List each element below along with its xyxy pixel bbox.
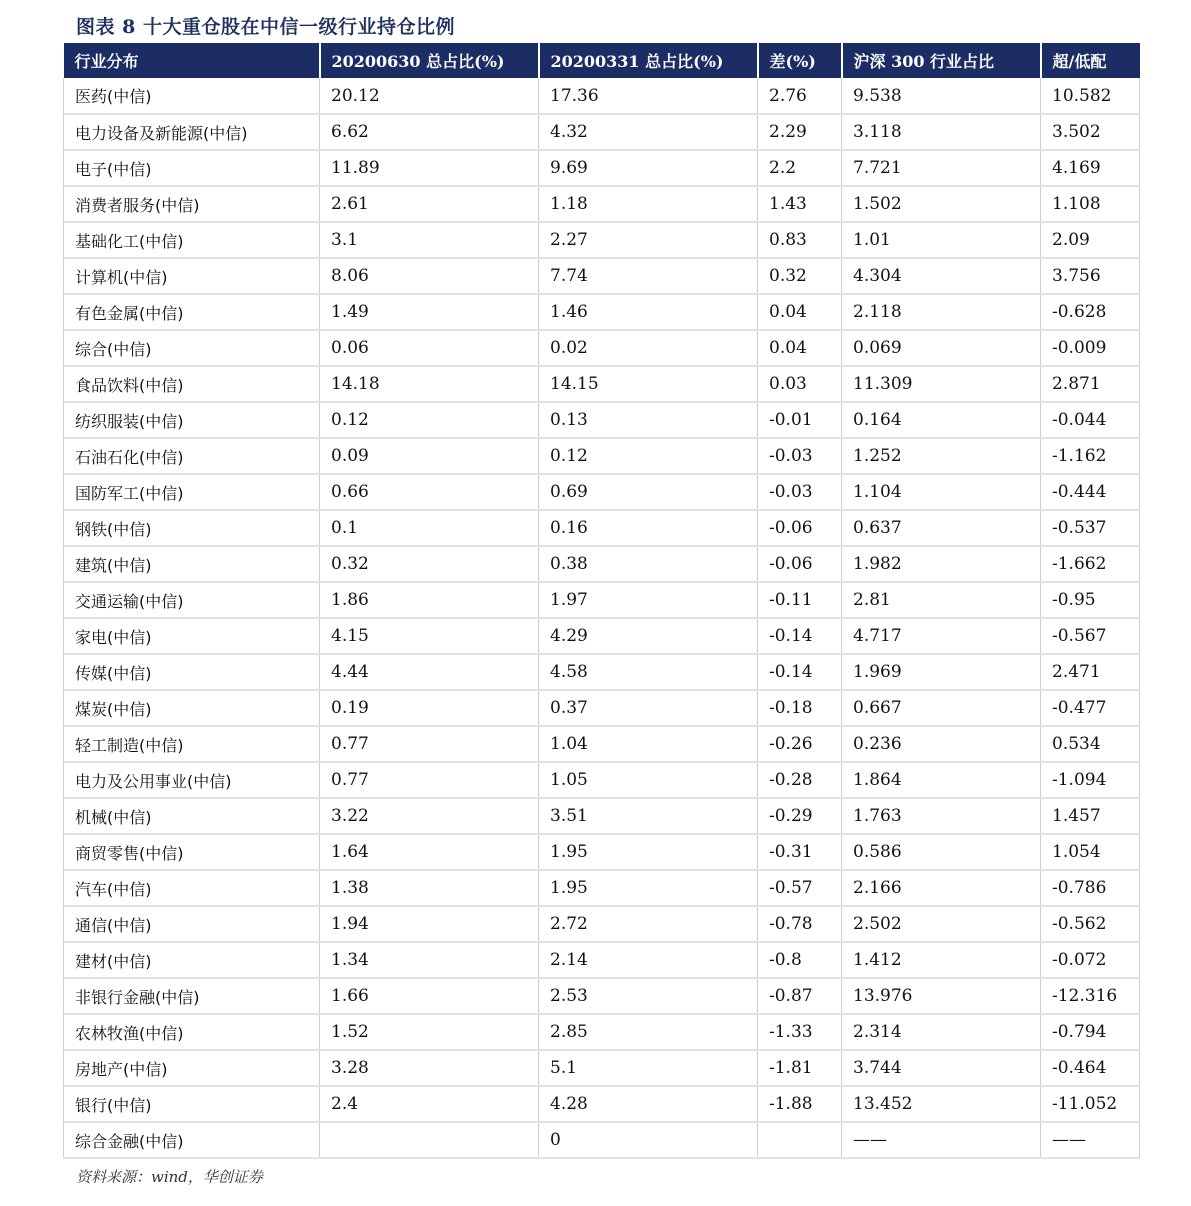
csi300-weight: 4.717 — [842, 618, 1041, 654]
table-row — [64, 438, 1140, 474]
share-20200630: 3.22 — [320, 798, 539, 834]
share-20200630: 3.1 — [320, 222, 539, 258]
share-20200630: 1.34 — [320, 942, 539, 978]
share-20200331: 14.15 — [539, 366, 758, 402]
over-under-value: -0.786 — [1041, 870, 1140, 906]
header-diff: 差(%) — [758, 43, 842, 78]
csi300-weight: 1.502 — [842, 186, 1041, 222]
csi300-weight: 13.976 — [842, 978, 1041, 1014]
industry-name: 建筑(中信) — [64, 546, 320, 582]
table-row — [64, 294, 1140, 330]
diff-value: -0.11 — [758, 582, 842, 618]
share-20200331: 0 — [539, 1122, 758, 1158]
share-20200331: 1.95 — [539, 870, 758, 906]
diff-value: -0.18 — [758, 690, 842, 726]
share-20200630: 1.38 — [320, 870, 539, 906]
share-20200630: 0.66 — [320, 474, 539, 510]
table-row — [64, 474, 1140, 510]
table-row — [64, 834, 1140, 870]
share-20200630: 0.09 — [320, 438, 539, 474]
share-20200630: 1.86 — [320, 582, 539, 618]
over-under-value: -0.044 — [1041, 402, 1140, 438]
table-row — [64, 1086, 1140, 1122]
table-row — [64, 1014, 1140, 1050]
over-under-value: -0.464 — [1041, 1050, 1140, 1086]
diff-value: 1.43 — [758, 186, 842, 222]
industry-name: 家电(中信) — [64, 618, 320, 654]
over-under-value: -11.052 — [1041, 1086, 1140, 1122]
over-under-value: -0.009 — [1041, 330, 1140, 366]
share-20200331: 0.02 — [539, 330, 758, 366]
share-20200630: 2.4 — [320, 1086, 539, 1122]
csi300-weight: 2.118 — [842, 294, 1041, 330]
diff-value: -0.03 — [758, 474, 842, 510]
table-body — [64, 78, 1140, 1158]
header-row — [64, 43, 1140, 78]
over-under-value: 4.169 — [1041, 150, 1140, 186]
industry-name: 商贸零售(中信) — [64, 834, 320, 870]
share-20200331: 5.1 — [539, 1050, 758, 1086]
over-under-value: 0.534 — [1041, 726, 1140, 762]
share-20200630: 0.77 — [320, 726, 539, 762]
csi300-weight: 0.164 — [842, 402, 1041, 438]
share-20200630: 1.52 — [320, 1014, 539, 1050]
csi300-weight: 1.864 — [842, 762, 1041, 798]
diff-value: -0.01 — [758, 402, 842, 438]
csi300-weight: 2.166 — [842, 870, 1041, 906]
diff-value — [758, 1122, 842, 1158]
share-20200630: 11.89 — [320, 150, 539, 186]
over-under-value: 3.756 — [1041, 258, 1140, 294]
table-row — [64, 222, 1140, 258]
csi300-weight: 9.538 — [842, 78, 1041, 114]
table-row — [64, 1122, 1140, 1158]
holdings-table-container — [63, 43, 1139, 1159]
diff-value: 2.29 — [758, 114, 842, 150]
diff-value: -0.57 — [758, 870, 842, 906]
csi300-weight: 1.01 — [842, 222, 1041, 258]
diff-value: 2.76 — [758, 78, 842, 114]
industry-name: 银行(中信) — [64, 1086, 320, 1122]
over-under-value: -0.562 — [1041, 906, 1140, 942]
industry-name: 电力及公用事业(中信) — [64, 762, 320, 798]
share-20200331: 0.13 — [539, 402, 758, 438]
industry-name: 电子(中信) — [64, 150, 320, 186]
table-row — [64, 510, 1140, 546]
share-20200630: 2.61 — [320, 186, 539, 222]
share-20200331: 4.58 — [539, 654, 758, 690]
diff-value: -0.26 — [758, 726, 842, 762]
share-20200630: 0.06 — [320, 330, 539, 366]
industry-name: 通信(中信) — [64, 906, 320, 942]
share-20200331: 17.36 — [539, 78, 758, 114]
share-20200331: 0.69 — [539, 474, 758, 510]
csi300-weight: 3.744 — [842, 1050, 1041, 1086]
header-over-under: 超/低配 — [1041, 43, 1140, 78]
csi300-weight: 11.309 — [842, 366, 1041, 402]
table-row — [64, 582, 1140, 618]
share-20200630: 0.12 — [320, 402, 539, 438]
share-20200630: 4.15 — [320, 618, 539, 654]
share-20200331: 0.38 — [539, 546, 758, 582]
share-20200331: 1.05 — [539, 762, 758, 798]
diff-value: 0.03 — [758, 366, 842, 402]
diff-value: -0.31 — [758, 834, 842, 870]
share-20200331: 0.12 — [539, 438, 758, 474]
share-20200630: 3.28 — [320, 1050, 539, 1086]
share-20200630: 0.32 — [320, 546, 539, 582]
share-20200630 — [320, 1122, 539, 1158]
industry-name: 基础化工(中信) — [64, 222, 320, 258]
share-20200630: 8.06 — [320, 258, 539, 294]
over-under-value: 2.471 — [1041, 654, 1140, 690]
table-row — [64, 942, 1140, 978]
csi300-weight: 1.252 — [842, 438, 1041, 474]
over-under-value: -0.072 — [1041, 942, 1140, 978]
over-under-value: 1.054 — [1041, 834, 1140, 870]
header-csi300-weight: 沪深 300 行业占比 — [842, 43, 1041, 78]
table-row — [64, 258, 1140, 294]
over-under-value: 2.871 — [1041, 366, 1140, 402]
csi300-weight: 2.502 — [842, 906, 1041, 942]
table-row — [64, 906, 1140, 942]
over-under-value: 10.582 — [1041, 78, 1140, 114]
share-20200630: 0.77 — [320, 762, 539, 798]
over-under-value: -1.662 — [1041, 546, 1140, 582]
table-row — [64, 654, 1140, 690]
header-share-20200331: 20200331 总占比(%) — [539, 43, 758, 78]
over-under-value: 2.09 — [1041, 222, 1140, 258]
industry-name: 石油石化(中信) — [64, 438, 320, 474]
over-under-value: 1.108 — [1041, 186, 1140, 222]
industry-name: 消费者服务(中信) — [64, 186, 320, 222]
csi300-weight: 0.637 — [842, 510, 1041, 546]
diff-value: -1.88 — [758, 1086, 842, 1122]
over-under-value: 3.502 — [1041, 114, 1140, 150]
industry-name: 纺织服装(中信) — [64, 402, 320, 438]
over-under-value: 1.457 — [1041, 798, 1140, 834]
share-20200331: 2.14 — [539, 942, 758, 978]
over-under-value: -1.162 — [1041, 438, 1140, 474]
industry-name: 交通运输(中信) — [64, 582, 320, 618]
diff-value: 2.2 — [758, 150, 842, 186]
csi300-weight: 1.104 — [842, 474, 1041, 510]
table-row — [64, 762, 1140, 798]
csi300-weight: 1.969 — [842, 654, 1041, 690]
diff-value: -0.78 — [758, 906, 842, 942]
share-20200331: 0.37 — [539, 690, 758, 726]
over-under-value: -0.794 — [1041, 1014, 1140, 1050]
diff-value: 0.83 — [758, 222, 842, 258]
share-20200331: 9.69 — [539, 150, 758, 186]
industry-name: 农林牧渔(中信) — [64, 1014, 320, 1050]
table-row — [64, 330, 1140, 366]
industry-name: 非银行金融(中信) — [64, 978, 320, 1014]
industry-name: 房地产(中信) — [64, 1050, 320, 1086]
share-20200331: 0.16 — [539, 510, 758, 546]
share-20200630: 6.62 — [320, 114, 539, 150]
csi300-weight: 0.236 — [842, 726, 1041, 762]
industry-name: 综合(中信) — [64, 330, 320, 366]
over-under-value: -0.95 — [1041, 582, 1140, 618]
csi300-weight: 4.304 — [842, 258, 1041, 294]
share-20200331: 2.53 — [539, 978, 758, 1014]
industry-name: 机械(中信) — [64, 798, 320, 834]
share-20200331: 2.72 — [539, 906, 758, 942]
diff-value: 0.04 — [758, 330, 842, 366]
over-under-value: -0.628 — [1041, 294, 1140, 330]
table-row — [64, 546, 1140, 582]
table-header — [64, 43, 1140, 78]
over-under-value: -12.316 — [1041, 978, 1140, 1014]
industry-name: 传媒(中信) — [64, 654, 320, 690]
share-20200331: 4.29 — [539, 618, 758, 654]
table-row — [64, 186, 1140, 222]
share-20200630: 14.18 — [320, 366, 539, 402]
diff-value: -0.06 — [758, 510, 842, 546]
diff-value: -0.06 — [758, 546, 842, 582]
table-row — [64, 978, 1140, 1014]
share-20200331: 1.18 — [539, 186, 758, 222]
share-20200331: 3.51 — [539, 798, 758, 834]
industry-name: 汽车(中信) — [64, 870, 320, 906]
industry-holdings-table — [63, 43, 1140, 1159]
share-20200331: 4.28 — [539, 1086, 758, 1122]
industry-name: 轻工制造(中信) — [64, 726, 320, 762]
industry-name: 国防军工(中信) — [64, 474, 320, 510]
csi300-weight: 2.81 — [842, 582, 1041, 618]
csi300-weight: 0.586 — [842, 834, 1041, 870]
csi300-weight: 7.721 — [842, 150, 1041, 186]
diff-value: -0.29 — [758, 798, 842, 834]
share-20200331: 7.74 — [539, 258, 758, 294]
csi300-weight: 0.667 — [842, 690, 1041, 726]
diff-value: -0.28 — [758, 762, 842, 798]
table-row — [64, 726, 1140, 762]
share-20200630: 4.44 — [320, 654, 539, 690]
industry-name: 建材(中信) — [64, 942, 320, 978]
industry-name: 煤炭(中信) — [64, 690, 320, 726]
share-20200630: 1.64 — [320, 834, 539, 870]
over-under-value: -0.444 — [1041, 474, 1140, 510]
share-20200630: 0.19 — [320, 690, 539, 726]
diff-value: -0.03 — [758, 438, 842, 474]
diff-value: -0.87 — [758, 978, 842, 1014]
share-20200331: 2.27 — [539, 222, 758, 258]
diff-value: -1.81 — [758, 1050, 842, 1086]
over-under-value: -0.477 — [1041, 690, 1140, 726]
over-under-value: -0.537 — [1041, 510, 1140, 546]
share-20200630: 1.94 — [320, 906, 539, 942]
csi300-weight: 3.118 — [842, 114, 1041, 150]
industry-name: 钢铁(中信) — [64, 510, 320, 546]
diff-value: -0.8 — [758, 942, 842, 978]
diff-value: 0.32 — [758, 258, 842, 294]
figure-title: 图表 8 十大重仓股在中信一级行业持仓比例 — [76, 16, 455, 38]
table-row — [64, 402, 1140, 438]
csi300-weight: —— — [842, 1122, 1041, 1158]
csi300-weight: 0.069 — [842, 330, 1041, 366]
share-20200630: 0.1 — [320, 510, 539, 546]
share-20200331: 1.46 — [539, 294, 758, 330]
industry-name: 综合金融(中信) — [64, 1122, 320, 1158]
share-20200331: 1.04 — [539, 726, 758, 762]
table-row — [64, 870, 1140, 906]
share-20200331: 1.95 — [539, 834, 758, 870]
industry-name: 医药(中信) — [64, 78, 320, 114]
table-row — [64, 798, 1140, 834]
csi300-weight: 1.763 — [842, 798, 1041, 834]
csi300-weight: 13.452 — [842, 1086, 1041, 1122]
csi300-weight: 2.314 — [842, 1014, 1041, 1050]
header-share-20200630: 20200630 总占比(%) — [320, 43, 539, 78]
industry-name: 有色金属(中信) — [64, 294, 320, 330]
diff-value: -0.14 — [758, 618, 842, 654]
table-row — [64, 78, 1140, 114]
diff-value: -0.14 — [758, 654, 842, 690]
over-under-value: —— — [1041, 1122, 1140, 1158]
csi300-weight: 1.412 — [842, 942, 1041, 978]
industry-name: 食品饮料(中信) — [64, 366, 320, 402]
csi300-weight: 1.982 — [842, 546, 1041, 582]
share-20200630: 1.66 — [320, 978, 539, 1014]
over-under-value: -1.094 — [1041, 762, 1140, 798]
table-row — [64, 1050, 1140, 1086]
share-20200630: 1.49 — [320, 294, 539, 330]
diff-value: 0.04 — [758, 294, 842, 330]
header-industry: 行业分布 — [64, 43, 320, 78]
industry-name: 计算机(中信) — [64, 258, 320, 294]
source-note: 资料来源：wind，华创证券 — [76, 1168, 263, 1186]
table-row — [64, 366, 1140, 402]
table-row — [64, 150, 1140, 186]
share-20200331: 2.85 — [539, 1014, 758, 1050]
share-20200331: 4.32 — [539, 114, 758, 150]
share-20200331: 1.97 — [539, 582, 758, 618]
table-row — [64, 618, 1140, 654]
table-row — [64, 114, 1140, 150]
share-20200630: 20.12 — [320, 78, 539, 114]
diff-value: -1.33 — [758, 1014, 842, 1050]
over-under-value: -0.567 — [1041, 618, 1140, 654]
table-row — [64, 690, 1140, 726]
industry-name: 电力设备及新能源(中信) — [64, 114, 320, 150]
